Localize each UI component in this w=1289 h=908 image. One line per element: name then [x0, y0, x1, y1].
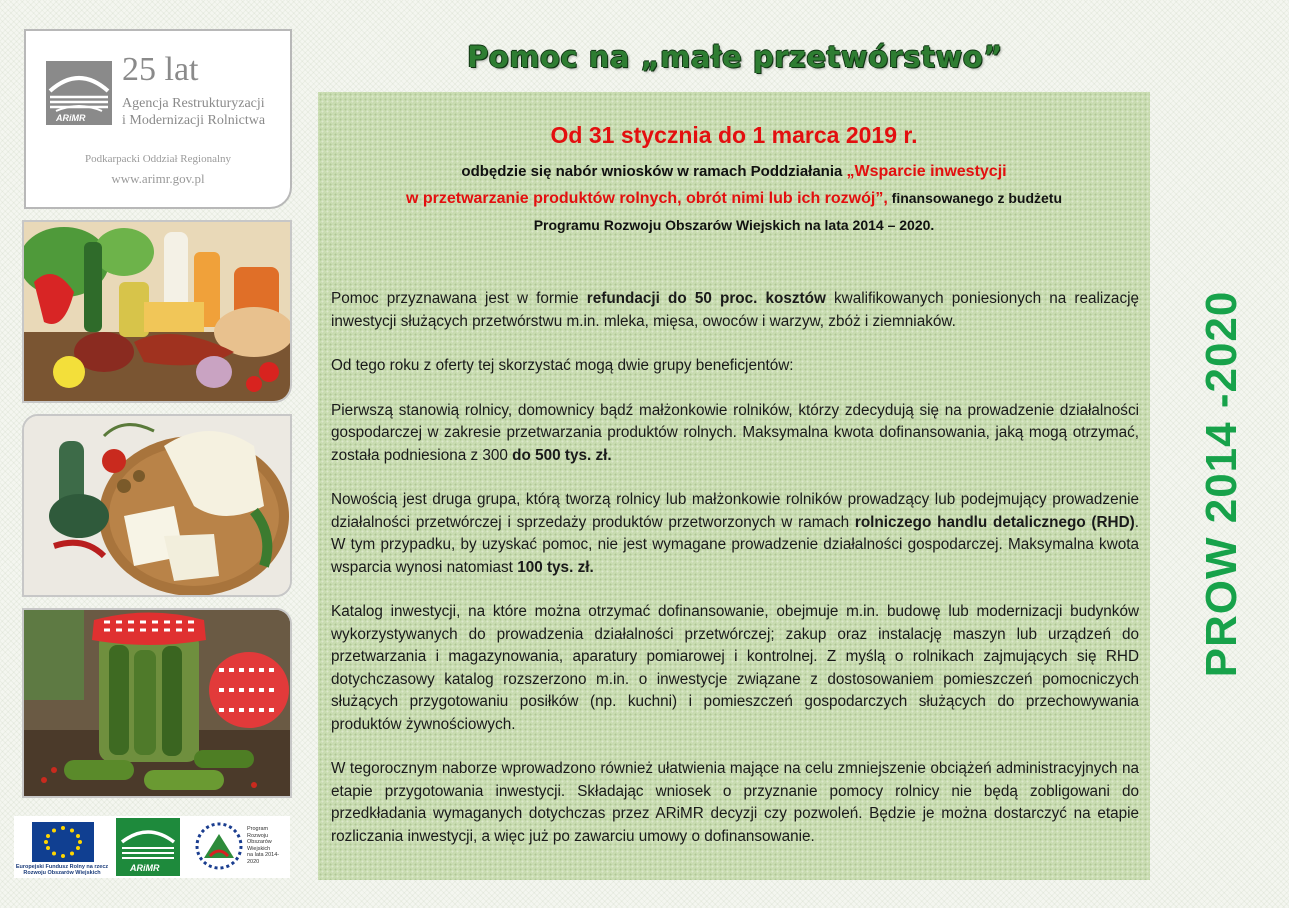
intro-line1	[318, 158, 1150, 185]
measure-name-part1: „Wsparcie inwestycji	[846, 163, 1007, 180]
p1-text-c: kwalifikowanych poniesionych na realizację inwestycji służących przetwórstwu m.in. mleka, mięsa, owoców i warzyw, zbóż i ziemniaków.	[331, 290, 1139, 330]
intro-line3: Programu Rozwoju Obszarów Wiejskich na lata 2014 – 2020.	[533, 217, 935, 233]
body-text	[331, 288, 1139, 870]
prow-small-line5: na lata 2014-2020	[247, 852, 280, 865]
announcement-intro	[318, 158, 1150, 239]
arimr-small-text: ARiMR	[130, 863, 160, 873]
prow-small-line3: Obszarów	[247, 839, 272, 845]
paragraph-simplifications: W tegorocznym naborze wprowadzono również ułatwienia mające na celu zmniejszenie obciążeń administracyjnych na etapie przygotowania inwestycji. Składając wniosek o przyznanie pomocy rolnicy nie będą zobligowani do przedkładania wymaganych dotychczas przez ARiMR decyzji czy pozwoleń. Będzie je można dostarczyć na etapie rozliczania inwestycji, a więc już po zawarciu umowy o dofinansowanie.	[331, 760, 1139, 845]
p1-bold: refundacji do 50 proc. kosztów	[586, 290, 826, 307]
prow-small-line2: Rozwoju	[247, 832, 269, 839]
paragraph-refund	[331, 288, 1139, 333]
p4-bold-rhd: rolniczego handlu detalicznego (RHD)	[854, 513, 1135, 531]
vegetables-dairy-preserves-photo	[22, 220, 292, 403]
p4-text-c: . W tym przypadku, by uzyskać pomoc, nie jest wymagane prowadzenie działalności gospodarczej. Maksymalna kwota wsparcia wynosi natomiast	[331, 513, 1139, 576]
p1-text-a: Pomoc przyznawana jest w formie	[331, 290, 587, 307]
content-panel	[318, 92, 1150, 880]
paragraph-beneficiaries: Od tego roku z oferty tej skorzystać mogą dwie grupy beneficjentów:	[331, 357, 794, 374]
intro-line2	[318, 185, 1150, 212]
p3-text-a: Pierwszą stanowią rolnicy, domownicy bądź małżonkowie rolników, którzy zdecydują się na prowadzenie działalności gospodarczej w zakresie przetwarzania produktów rolnych. Maksymalna kwota dofinansowania, jaką mogą otrzymać, została podniesiona z 300	[331, 401, 1139, 464]
p4-bold-amount: 100 tys. zł.	[517, 558, 594, 576]
prow-small-line1: Program	[247, 826, 269, 832]
page-title: Pomoc na „małe przetwórstwo”	[467, 40, 1003, 74]
paragraph-catalog: Katalog inwestycji, na które można otrzymać dofinansowanie, obejmuje m.in. budowę lub modernizacji budynków wykorzystywanych do prowadzenia działalności przetwórczej; zakup oraz instalację maszyn lub urządzeń do przetwarzania i magazynowania, aparatury pomiarowej i kontrolnej. Z myślą o rolnikach zajmujących się RHD dotychczasowy katalog rozszerzono m.in. o inwestycje związane z dostosowaniem pomieszczeń pomocniczych służących przygotowaniu posiłków (np. kuchni) i pomieszczeń gospodarczych służących do przechowywania produktów żywnościowych.	[331, 603, 1139, 733]
intro-line2-suffix: finansowanego z budżetu	[887, 190, 1063, 206]
p4-text-a: Nowością jest druga grupa, którą tworzą rolnicy lub małżonkowie rolników prowadzący lub podejmujący prowadzenie działalności przetwórczej i sprzedaży produktów przetworzonych w ramach	[331, 491, 1139, 531]
prow-small-caption	[247, 826, 290, 865]
paragraph-second-group	[331, 489, 1139, 579]
logo-agency-name	[122, 95, 265, 129]
recruitment-date: Od 31 stycznia do 1 marca 2019 r.	[550, 122, 918, 148]
p3-bold: do 500 tys. zł.	[512, 446, 612, 464]
logo-agency-line1: Agencja Restrukturyzacji	[122, 96, 265, 111]
logo-agency-line2: i Modernizacji Rolnictwa	[122, 113, 266, 128]
logo-years: 25 lat	[122, 51, 199, 88]
funding-logos	[14, 816, 290, 878]
logo-website: www.arimr.gov.pl	[111, 171, 205, 186]
intro-line1-prefix: odbędzie się nabór wniosków w ramach Poddziałania	[461, 163, 847, 180]
cheese-platter-photo	[22, 414, 292, 597]
eu-fund-caption: Europejski Fundusz Rolny na rzecz Rozwoju Obszarów Wiejskich	[15, 864, 109, 876]
measure-name-part2: w przetwarzanie produktów rolnych, obrót nimi lub ich rozwój”,	[405, 190, 888, 207]
logo-mark-text: ARiMR	[56, 113, 86, 123]
paragraph-first-group	[331, 400, 1139, 468]
pickled-cucumbers-jar-photo	[22, 608, 292, 798]
prow-small-line4: Wiejskich	[247, 845, 271, 852]
logo-regional: Podkarpacki Oddział Regionalny	[84, 153, 232, 165]
arimr-logo-box	[24, 29, 292, 209]
prow-side-label: PROW 2014 -2020	[1197, 290, 1246, 678]
